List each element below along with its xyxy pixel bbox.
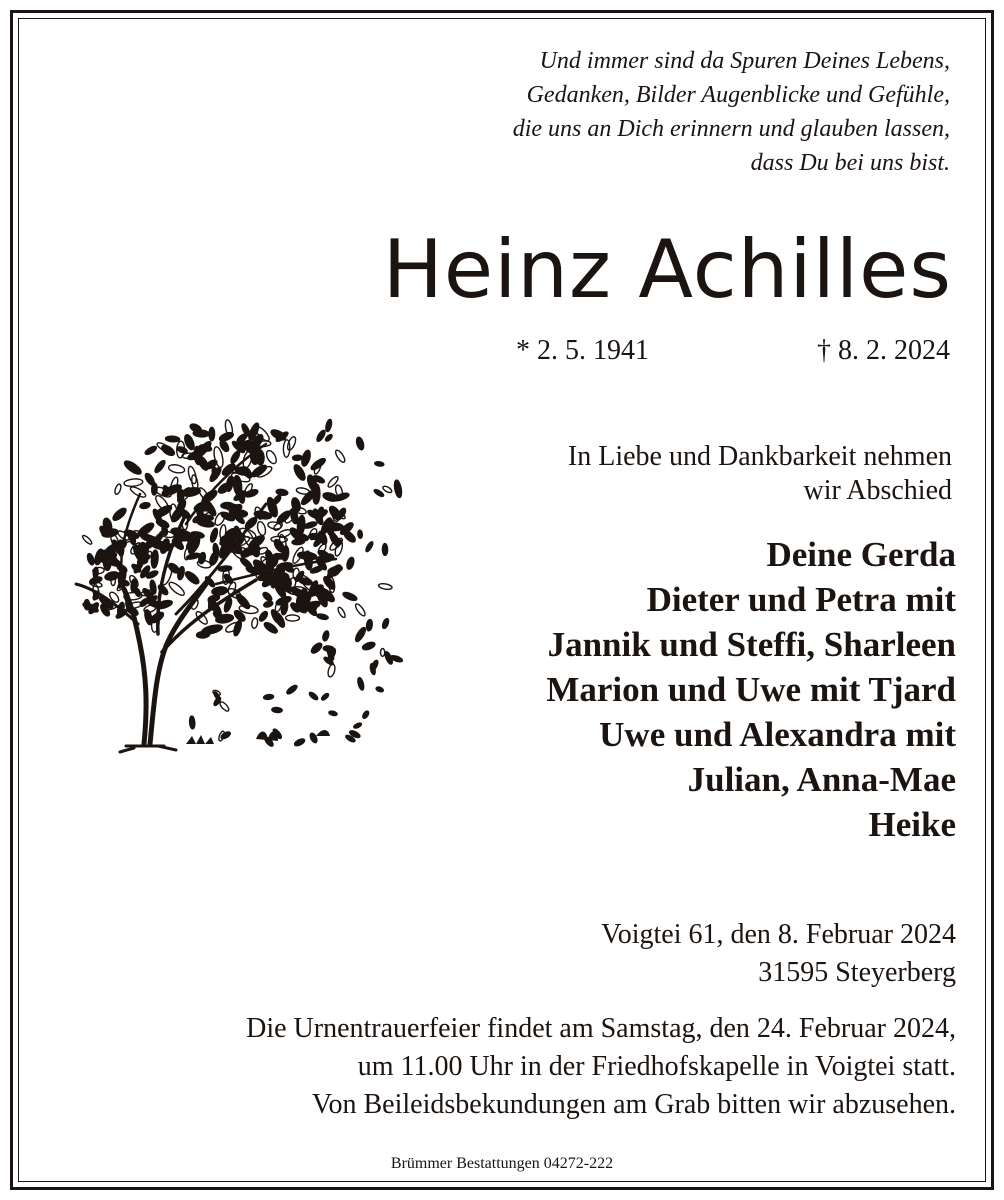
undertaker-footer: Brümmer Bestattungen 04272-222	[390, 1155, 614, 1172]
farewell-line: In Liebe und Dankbarkeit nehmen	[567, 441, 952, 472]
mourner-line: Dieter und Petra mit	[646, 580, 956, 619]
windblown-tree-icon	[66, 384, 411, 779]
mourner-line: Julian, Anna-Mae	[687, 760, 956, 799]
address-line: 31595 Steyerberg	[758, 957, 956, 988]
service-line: um 11.00 Uhr in der Friedhofskapelle in Voigtei statt.	[357, 1051, 956, 1082]
service-line: Von Beileidsbekundungen am Grab bitten wir abzusehen.	[311, 1089, 956, 1120]
deceased-name: Heinz Achilles	[382, 223, 952, 316]
poem-line: Und immer sind da Spuren Deines Lebens,	[539, 48, 950, 74]
birth-date: * 2. 5. 1941	[516, 335, 649, 366]
poem-quote	[350, 44, 950, 180]
mourner-line: Uwe und Alexandra mit	[599, 715, 956, 754]
poem-line: dass Du bei uns bist.	[750, 150, 950, 176]
mourner-line: Heike	[868, 805, 956, 844]
service-line: Die Urnentrauerfeier findet am Samstag, den 24. Februar 2024,	[246, 1013, 956, 1044]
poem-line: die uns an Dich erinnern und glauben lassen,	[512, 116, 950, 142]
address-line: Voigtei 61, den 8. Februar 2024	[601, 919, 956, 950]
farewell-text	[432, 440, 952, 508]
service-notice	[56, 1010, 956, 1124]
mourner-line: Marion und Uwe mit Tjard	[546, 670, 956, 709]
life-dates	[450, 334, 950, 368]
poem-line: Gedanken, Bilder Augenblicke und Gefühle,	[526, 82, 950, 108]
farewell-line: wir Abschied	[803, 475, 952, 506]
death-date: † 8. 2. 2024	[817, 335, 950, 366]
mourner-line: Deine Gerda	[766, 535, 956, 574]
mourners-list	[396, 532, 956, 847]
mourner-line: Jannik und Steffi, Sharleen	[547, 625, 956, 664]
place-and-date	[436, 916, 956, 992]
